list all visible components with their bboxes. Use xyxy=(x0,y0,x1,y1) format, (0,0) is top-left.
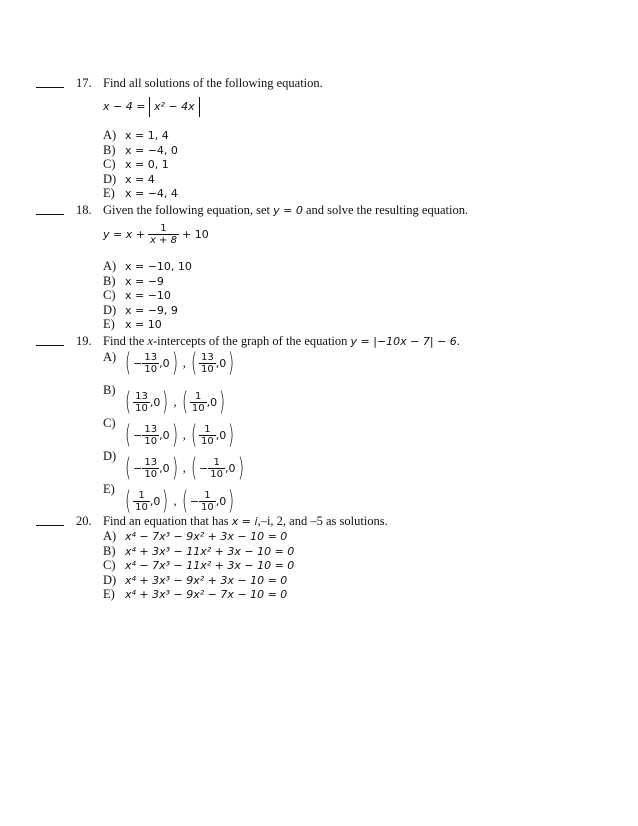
left-paren: ( xyxy=(125,420,132,450)
answer-blank-20[interactable] xyxy=(36,514,64,526)
intercept-point: ( − $\frac{1}{10}$ , 0 ) xyxy=(181,486,235,516)
right-paren: ) xyxy=(237,453,244,483)
fraction: $\frac{13}{10}$ xyxy=(135,390,148,414)
left-paren: ( xyxy=(190,348,198,378)
intercept-point: ( $\frac{1}{10}$ , 0 ) xyxy=(125,486,169,516)
right-paren: ) xyxy=(228,420,235,450)
separator-comma: , xyxy=(182,427,186,442)
option-label: E) xyxy=(103,482,115,496)
intercept-point: ( $\frac{1}{10}$ , 0 ) xyxy=(181,387,226,417)
absolute-value: x² − 4x xyxy=(149,97,200,117)
option-label: D) xyxy=(103,449,117,463)
option-b[interactable]: B) x⁴ + 3x³ − 11x² + 3x − 10 = 0 xyxy=(103,543,295,558)
question-stem: Find all solutions of the following equation. xyxy=(103,76,323,90)
left-paren: ( xyxy=(190,420,198,450)
question-number: 20. xyxy=(76,514,92,528)
option-c[interactable]: C) x = 0, 1 xyxy=(103,157,169,172)
equation: y = x + $\frac{1}{x + 8}$ + 10 xyxy=(103,223,209,246)
fraction: $\frac{1}{10}$ xyxy=(135,489,148,513)
fraction: $\frac{13}{10}$ xyxy=(201,351,214,375)
option-c[interactable]: C) x⁴ − 7x³ − 11x² + 3x − 10 = 0 xyxy=(103,558,295,573)
option-a[interactable]: A) x = −10, 10 xyxy=(103,259,192,273)
right-paren: ) xyxy=(228,486,235,516)
options-list xyxy=(103,350,503,530)
right-paren: ) xyxy=(171,453,178,483)
option-d[interactable]: D) x = −9, 9 xyxy=(103,302,178,317)
intercept-point: ( − $\frac{13}{10}$ , 0 ) xyxy=(125,348,178,378)
option-b[interactable]: B) x = −9 xyxy=(103,273,164,288)
fraction: $\frac{1}{10}$ xyxy=(210,456,223,480)
option-c[interactable]: C) x = −10 xyxy=(103,288,171,303)
separator-comma: , xyxy=(182,355,186,370)
fraction: $\frac{13}{10}$ xyxy=(144,423,158,447)
left-paren: ( xyxy=(190,453,198,483)
option-a[interactable]: A) x = 1, 4 xyxy=(103,128,169,142)
intercept-point: ( − $\frac{13}{10}$ , 0 ) xyxy=(125,420,178,450)
right-paren: ) xyxy=(162,387,169,417)
left-paren: ( xyxy=(125,348,132,378)
answer-blank-17[interactable] xyxy=(36,76,64,88)
right-paren: ) xyxy=(162,486,169,516)
fraction: $\frac{13}{10}$ xyxy=(144,351,158,375)
question-number: 17. xyxy=(76,76,92,90)
fraction: $\frac{1}{10}$ xyxy=(201,489,214,513)
option-a[interactable]: A) x⁴ − 7x³ − 9x² + 3x − 10 = 0 xyxy=(103,529,288,543)
point-pair xyxy=(123,422,236,448)
separator-comma: , xyxy=(182,460,186,475)
fraction: $\frac{1}{x + 8}$ xyxy=(149,223,177,246)
equation: x − 4 = x² − 4x xyxy=(103,97,200,117)
option-e[interactable]: E) x = 10 xyxy=(103,317,162,332)
left-paren: ( xyxy=(125,486,132,516)
left-paren: ( xyxy=(125,387,132,417)
right-paren: ) xyxy=(171,420,178,450)
point-pair xyxy=(123,488,236,514)
answer-blank-19[interactable] xyxy=(36,334,64,346)
intercept-point: ( $\frac{13}{10}$ , 0 ) xyxy=(125,387,169,417)
intercept-point: ( − $\frac{13}{10}$ , 0 ) xyxy=(125,453,178,483)
left-paren: ( xyxy=(181,486,188,516)
question-stem: Find the x-intercepts of the graph of the equation y = |−10x − 7| − 6. xyxy=(103,334,460,348)
option-d[interactable]: D) x = 4 xyxy=(103,171,155,186)
intercept-point: ( − $\frac{1}{10}$ , 0 ) xyxy=(190,453,244,483)
fraction: $\frac{13}{10}$ xyxy=(144,456,158,480)
question-stem: Find an equation that has x = i,–i, 2, and –5 as solutions. xyxy=(103,514,388,528)
right-paren: ) xyxy=(228,348,235,378)
answer-blank-18[interactable] xyxy=(36,203,64,215)
right-paren: ) xyxy=(171,348,178,378)
separator-comma: , xyxy=(173,493,177,508)
option-e[interactable]: E) x⁴ + 3x³ − 9x² − 7x − 10 = 0 xyxy=(103,587,288,602)
fraction: $\frac{1}{10}$ xyxy=(201,423,214,447)
right-paren: ) xyxy=(219,387,226,417)
fraction: $\frac{1}{10}$ xyxy=(191,390,205,414)
option-d[interactable]: D) x⁴ + 3x³ − 9x² + 3x − 10 = 0 xyxy=(103,572,288,587)
question-stem: Given the following equation, set y = 0 and solve the resulting equation. xyxy=(103,203,469,217)
option-label: A) xyxy=(103,350,117,364)
question-number: 18. xyxy=(76,203,92,217)
options-list xyxy=(103,128,178,201)
options-list xyxy=(103,259,192,332)
question-number: 19. xyxy=(76,334,92,348)
option-b[interactable]: B) x = −4, 0 xyxy=(103,142,178,157)
option-label: C) xyxy=(103,416,116,430)
intercept-point: ( $\frac{1}{10}$ , 0 ) xyxy=(190,420,235,450)
option-label: B) xyxy=(103,383,116,397)
intercept-point: ( $\frac{13}{10}$ , 0 ) xyxy=(190,348,235,378)
separator-comma: , xyxy=(173,394,177,409)
left-paren: ( xyxy=(181,387,188,417)
left-paren: ( xyxy=(125,453,132,483)
options-list xyxy=(103,529,294,602)
option-e[interactable]: E) x = −4, 4 xyxy=(103,186,178,201)
point-pair xyxy=(123,350,236,376)
point-pair xyxy=(123,389,227,415)
point-pair xyxy=(123,455,246,481)
